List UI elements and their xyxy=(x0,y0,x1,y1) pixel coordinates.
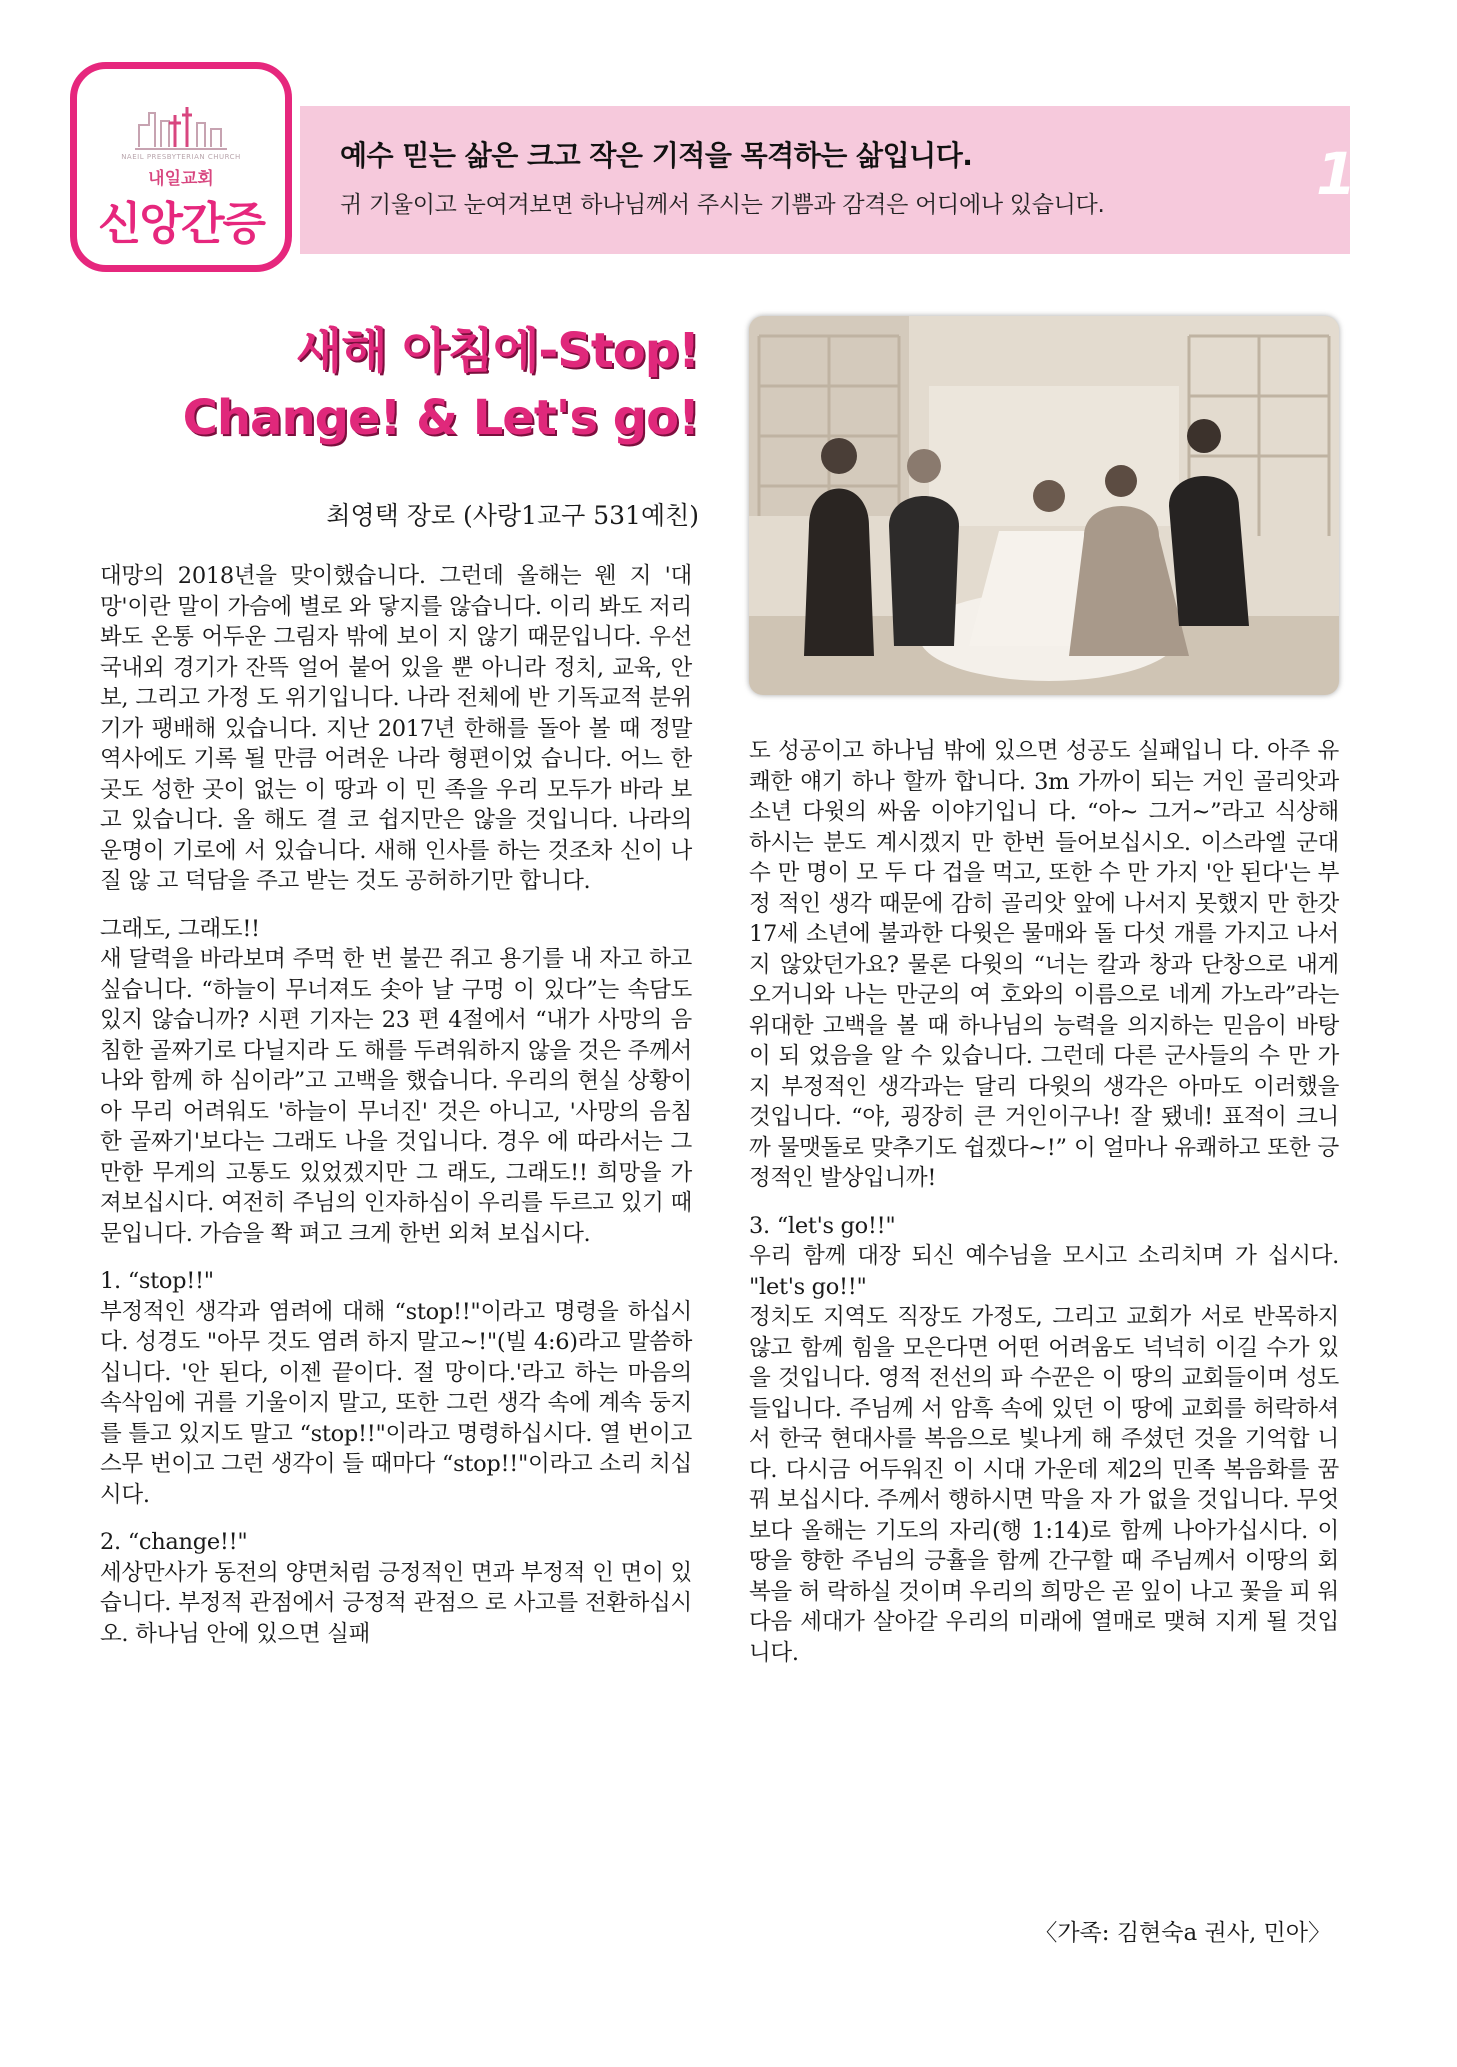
paragraph: 대망의 2018년을 맞이했습니다. 그런데 올해는 웬 지 '대망'이란 말이 가슴에 별로 와 닿지를 않습니다. 이리 봐도 저리 봐도 온통 어두운 그림자 밖에 보이 지 않기 때문입니다. 우선 국내외 경기가 잔뜩 얼어 붙어 있을 뿐 아니라 정치, 교육, 안보, 그리고 가정 도 위기입니다. 나라 전체에 반 기독교적 분위기가 팽배해 있습니다. 지난 2017년 한해를 돌아 볼 때 정말 역사에도 기록 될 만큼 어려운 나라 형편이었 습니다. 어느 한 곳도 성한 곳이 없는 이 땅과 이 민 족을 우리 모두가 바라 보고 있습니다. 올 해도 결 코 쉽지만은 않을 것입니다. 나라의 운명이 기로에 서 있습니다. 새해 인사를 하는 것조차 신이 나질 않 고 덕담을 주고 받는 것도 공허하기만 합니다. xyxy=(100,563,692,894)
header-headline: 예수 믿는 삶은 크고 작은 기적을 목격하는 삶입니다. xyxy=(340,139,973,172)
article-left-column xyxy=(100,561,692,1649)
paragraph: 그래도, 그래도!! 새 달력을 바라보며 주먹 한 번 불끈 쥐고 용기를 내 자고 하고 싶습니다. “하늘이 무너져도 솟아 날 구멍 이 있다”는 속담도 있지 않습니까? 시편 기자는 23 편 4절에서 “내가 사망의 음침한 골짜기로 다닐지라 도 해를 두려워하지 않을 것은 주께서 나와 함께 하 심이라”고 고백을 했습니다. 우리의 현실 상황이 아 무리 어려워도 '하늘이 무너진' 것은 아니고, '사망의 음침한 골짜기'보다는 그래도 나을 것입니다. 경우 에 따라서는 그만한 무게의 고통도 있었겠지만 그 래도, 그래도!! 희망을 가져보십시다. 여전히 주님의 인자하심이 우리를 두르고 있기 때문입니다. 가슴을 쫙 펴고 크게 한번 외쳐 보십시다. xyxy=(100,915,692,1247)
church-name-en: NAEIL PRESBYTERIAN CHURCH xyxy=(121,153,241,161)
paragraph: 도 성공이고 하나님 밖에 있으면 성공도 실패입니 다. 아주 유쾌한 얘기 하나 할까 합니다. 3m 가까이 되는 거인 골리앗과 소년 다윗의 싸움 이야기입니 다. “아~ 그거~”라고 식상해 하시는 분도 계시겠지 만 한번 들어보십시오. 이스라엘 군대 수 만 명이 모 두 다 겁을 먹고, 또한 수 만 가지 '안 된다'는 부정 적인 생각 때문에 감히 골리앗 앞에 나서지 못했지 만 한갓 17세 소년에 불과한 다윗은 물매와 돌 다섯 개를 가지고 나서지 않았던가요? 물론 다윗의 “너는 칼과 창과 단창으로 내게 오거니와 나는 만군의 여 호와의 이름으로 네게 가노라”라는 위대한 고백을 볼 때 하나님의 능력을 의지하는 믿음이 바탕이 되 었음을 알 수 있습니다. 그런데 다른 군사들의 수 만 가지 부정적인 생각과는 달리 다윗의 생각은 아마도 이러했을 것입니다. “야, 굉장히 큰 거인이구나! 잘 됐네! 표적이 크니까 물맷돌로 맞추기도 쉽겠다~!” 이 얼마나 유쾌하고 또한 긍정적인 발상입니까! xyxy=(749,738,1339,1191)
article-right-column xyxy=(749,736,1339,1668)
header-subheadline: 귀 기울이고 눈여겨보면 하나님께서 주시는 기쁨과 감격은 어디에나 있습니다. xyxy=(340,192,1105,218)
header-band xyxy=(300,106,1350,254)
article-author: 최영택 장로 (사랑1교구 531예친) xyxy=(326,501,699,530)
paragraph: 3. “let's go!!" 우리 함께 대장 되신 예수님을 모시고 소리치며 가 십시다. "let's go!!" 정치도 지역도 직장도 가정도, 그리고 교회가 서로 반목하지 않고 함께 힘을 모은다면 어떤 어려움도 넉넉히 이길 수가 있을 것입니다. 영적 전선의 파 수꾼은 이 땅의 교회들이며 성도들입니다. 주님께 서 암흑 속에 있던 이 땅에 교회를 허락하셔서 한국 현대사를 복음으로 빛나게 해 주셨던 것을 기억합 니다. 다시금 어두워진 이 시대 가운데 제2의 민족 복음화를 꿈 꿔 보십시다. 주께서 행하시면 막을 자 가 없을 것입니다. 무엇 보다 올해는 기도의 자리(행 1:14)로 함께 나아가십시다. 이 땅을 향한 주님의 긍휼을 함께 간구할 때 주님께서 이땅의 회복을 허 락하실 것이며 우리의 희망은 곧 잎이 나고 꽃을 피 워 다음 세대가 살아갈 우리의 미래에 열매로 맺혀 지게 될 것입니다. xyxy=(749,1212,1339,1666)
family-note: 〈가족: 김현숙a 권사, 민아〉 xyxy=(1034,1920,1331,1946)
article-title-line1: 새해 아침에-Stop! xyxy=(295,323,699,379)
section-title: 신앙간증 xyxy=(98,197,264,250)
article-title-line2: Change! & Let's go! xyxy=(182,390,699,446)
family-wedding-photo xyxy=(749,316,1339,695)
church-name: 내일교회 xyxy=(148,169,214,189)
church-logo-icon xyxy=(135,103,227,153)
paragraph: 2. “change!!" 세상만사가 동전의 양면처럼 긍정적인 면과 부정적 인 면이 있습니다. 부정적 관점에서 긍정적 관점으 로 사고를 전환하십시오. 하나님 안에 있으면 실패 xyxy=(100,1529,692,1647)
page-number: 11 xyxy=(1316,140,1397,208)
photo-illustration xyxy=(749,316,1339,695)
paragraph: 1. “stop!!" 부정적인 생각과 염려에 대해 “stop!!"이라고 명령을 하십시다. 성경도 "아무 것도 염려 하지 말고~!"(빌 4:6)라고 말씀하십니다. '안 된다, 이젠 끝이다. 절 망이다.'라고 하는 마음의 속삭임에 귀를 기울이지 말고, 또한 그런 생각 속에 계속 둥지를 틀고 있지도 말고 “stop!!"이라고 명령하십시다. 열 번이고 스무 번이고 그런 생각이 들 때마다 “stop!!"이라고 소리 치십시다. xyxy=(100,1268,692,1508)
article-title xyxy=(183,318,699,452)
section-badge xyxy=(70,62,292,272)
